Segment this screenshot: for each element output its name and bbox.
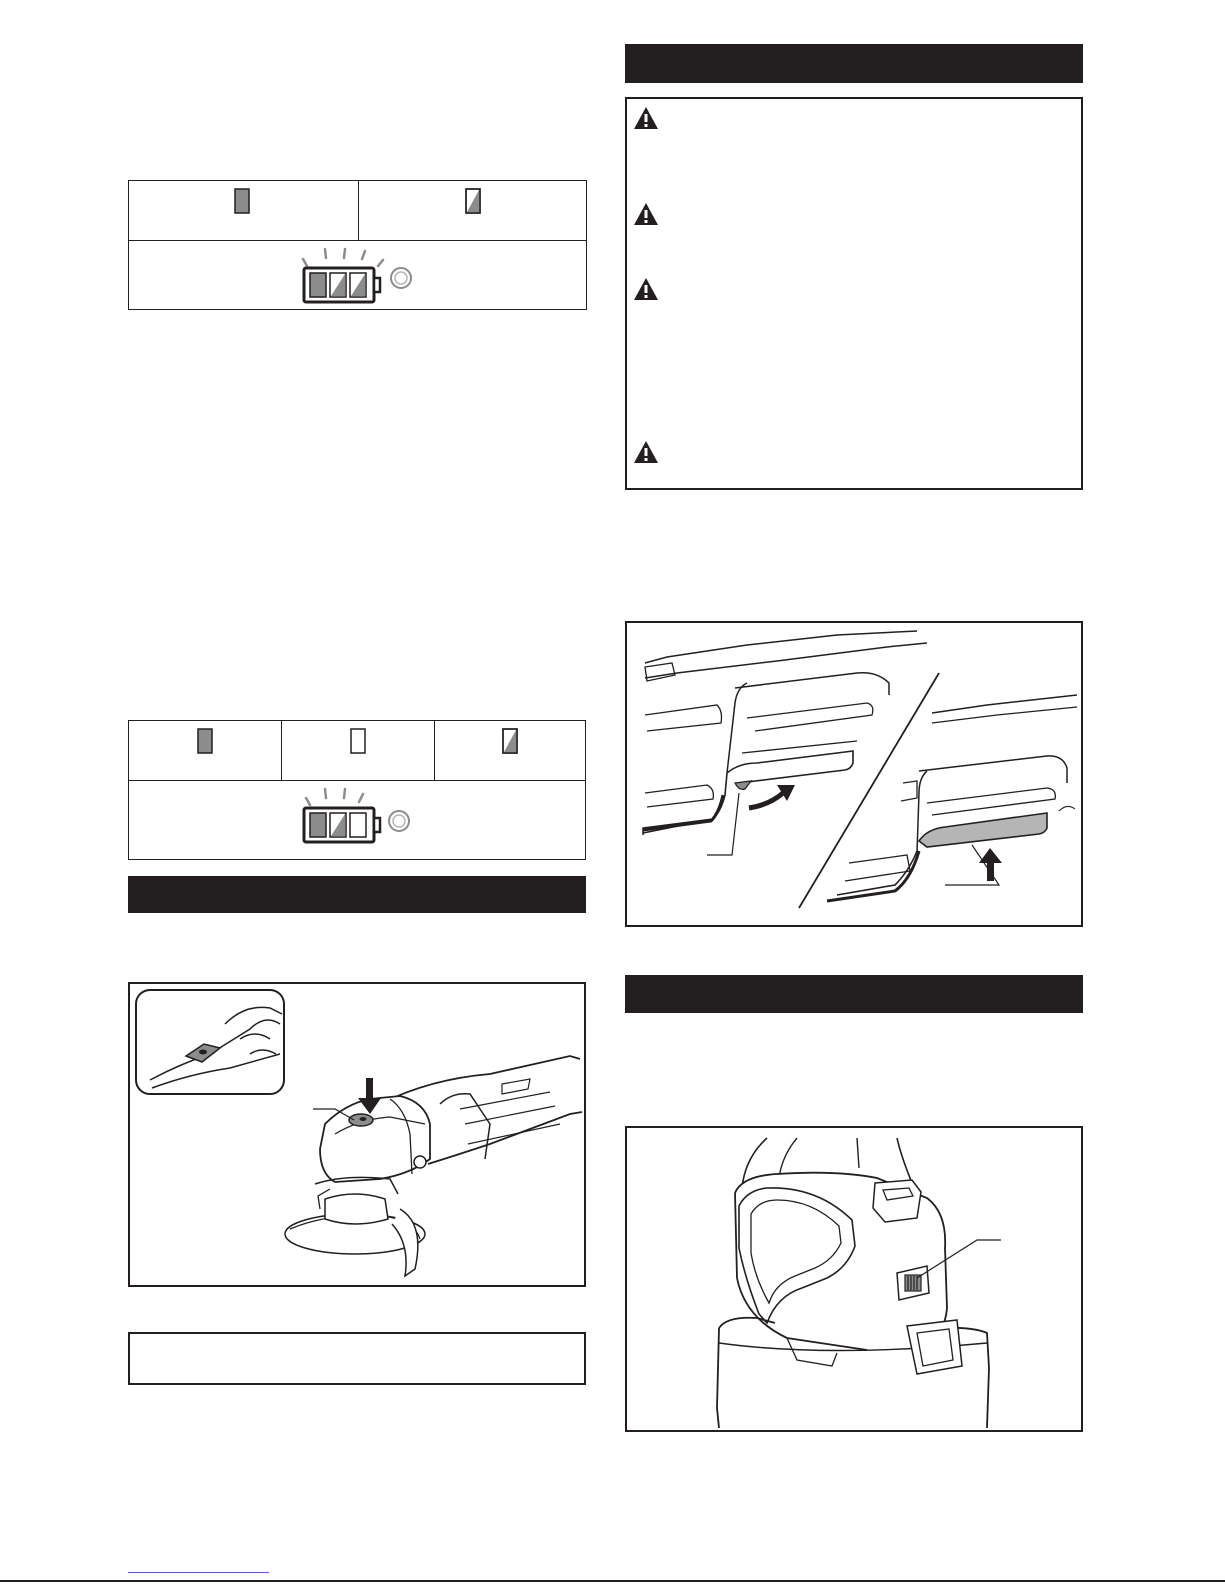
indicator-table-1-cell-on: [129, 181, 359, 241]
lamp-blinking-icon: [359, 182, 586, 240]
shaft-lock-button-icon: [349, 1114, 373, 1126]
lamp-on-gray-icon: [129, 722, 281, 780]
section-heading-bar-left: [128, 876, 586, 913]
tool-housing-icon: [627, 623, 1081, 925]
rotate-arrow-icon: [749, 785, 795, 808]
push-up-arrow-icon: [979, 848, 1002, 881]
inset-detail-icon: [136, 990, 284, 1094]
figure-battery-switch: [625, 1126, 1083, 1432]
indicator-table-2-cell-blink: [435, 721, 586, 781]
indicator-table-2-cell-on: [129, 721, 282, 781]
warning-triangle-icon: [633, 106, 659, 130]
footer-rule: [0, 1580, 1225, 1582]
indicator-table-2-battery-cell: [129, 781, 586, 860]
lamp-off-icon: [282, 722, 434, 780]
indicator-table-2-cell-off: [282, 721, 435, 781]
indicator-table-1: [128, 180, 587, 310]
lamp-on-gray-icon: [129, 182, 358, 240]
grinder-icon: [130, 984, 584, 1285]
indicator-table-1-cell-blink: [359, 181, 587, 241]
section-heading-bar-top-right: [625, 44, 1083, 83]
figure-switch-lever: [625, 621, 1083, 927]
section-heading-bar-middle-right: [625, 975, 1083, 1013]
warning-box: [625, 97, 1083, 490]
battery-2-of-3-segment-icon: [129, 781, 585, 859]
warning-triangle-icon: [633, 277, 659, 301]
indicator-table-2: [128, 720, 586, 860]
note-box: [128, 1332, 586, 1385]
indicator-table-1-battery-cell: [129, 241, 587, 310]
lamp-blinking-icon: [435, 722, 585, 780]
footer-link-underline: [128, 1572, 269, 1573]
warning-triangle-icon: [633, 440, 659, 464]
figure-grinder-shaft-lock: [128, 982, 586, 1287]
warning-triangle-icon: [633, 202, 659, 226]
battery-3-segment-blinking-icon: [129, 241, 585, 309]
battery-pack-icon: [627, 1128, 1081, 1430]
